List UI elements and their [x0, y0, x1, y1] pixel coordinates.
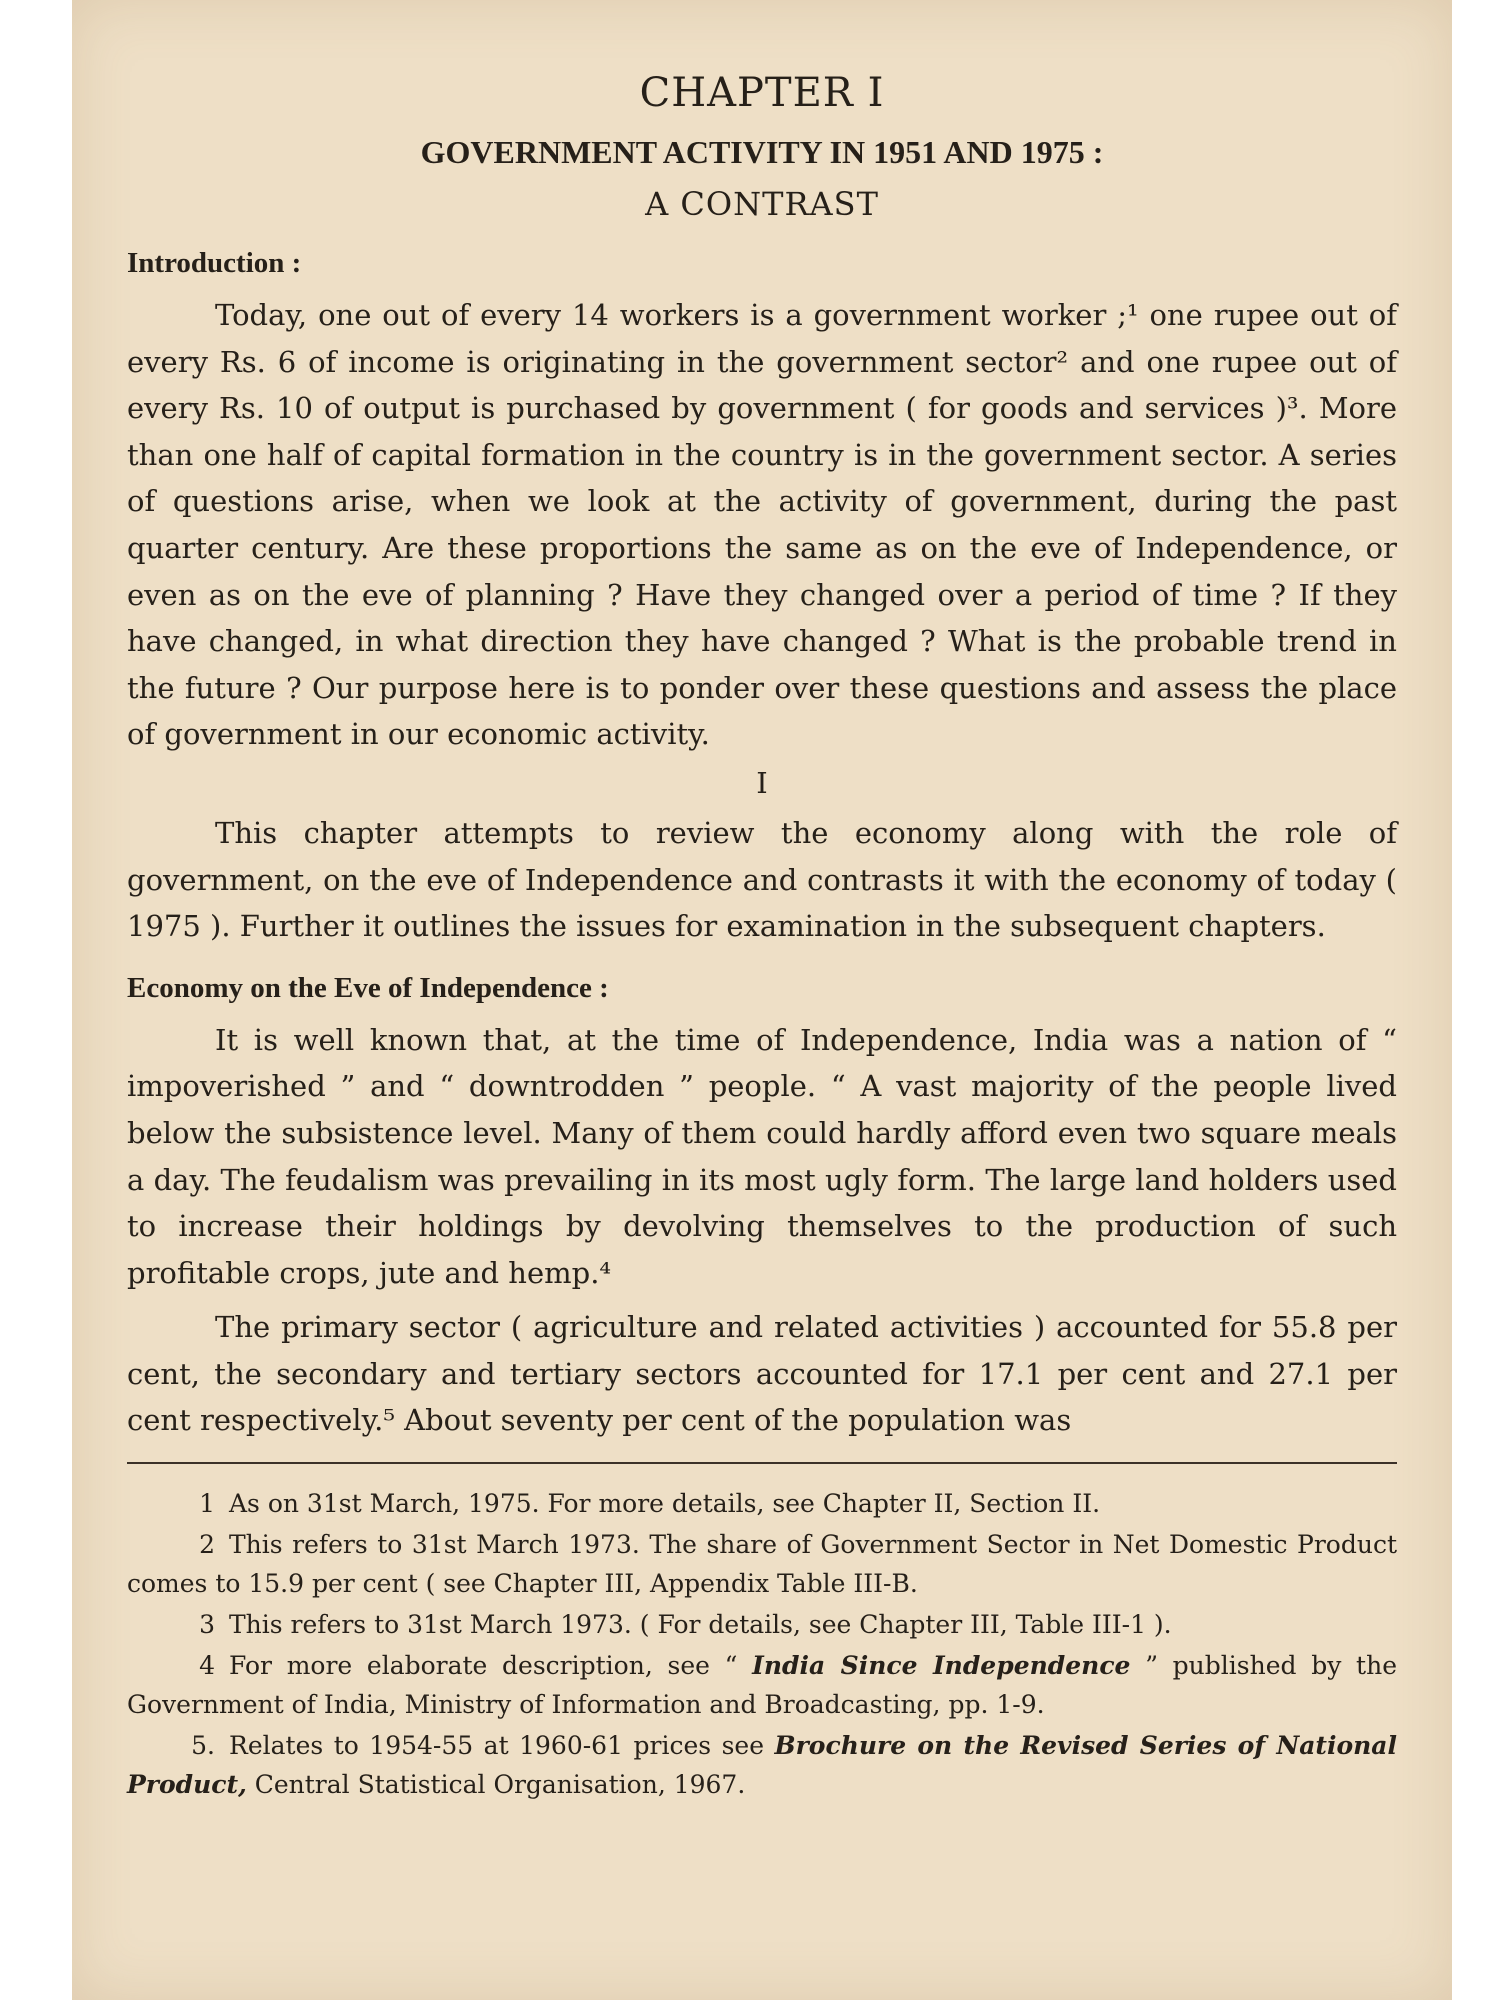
section-number: I: [756, 765, 768, 800]
intro-heading: Introduction :: [127, 247, 302, 279]
primary-paragraph: The primary sector ( agriculture and related activities ) accounted for 55.8 per cent, the secondary and tertiary sectors accounted for 17.1 per cent and 27.1 per cent respectively.⁵ About seventy per cent of the population was: [127, 1310, 1397, 1438]
book-page: [72, 0, 1452, 2000]
footnote-text-before: For more elaborate description, see “: [229, 1651, 738, 1681]
footnote-text-before: Relates to 1954-55 at 1960-61 prices see: [229, 1731, 764, 1761]
footnote-italic-title: India Since Independence: [752, 1651, 1131, 1681]
footnote-4: [127, 1646, 1397, 1724]
footnote-number: 2: [199, 1530, 215, 1560]
footnote-number: 1: [199, 1489, 215, 1519]
page-content: [127, 70, 1397, 1806]
footnote-divider: [127, 1462, 1397, 1464]
footnote-2: [127, 1525, 1397, 1603]
footnote-1: [127, 1484, 1397, 1523]
intro-paragraph: Today, one out of every 14 workers is a government worker ;¹ one rupee out of every Rs. 6 of income is originating in the government sector² and one rupee out of every Rs. 10 of output is purchased by government ( for goods and services )³. More than one half of capital formation in the country is in the government sector. A series of questions arise, when we look at the activity of government, during the past quarter century. Are these proportions the same as on the eve of Independence, or even as on the eve of planning ? Have they changed over a period of time ? If they have changed, in what direction they have changed ? What is the probable trend in the future ? Our purpose here is to ponder over these questions and assess the place of government in our economic activity.: [127, 298, 1397, 752]
eve-heading: Economy on the Eve of Independence :: [127, 971, 609, 1004]
footnotes: [127, 1484, 1397, 1804]
footnote-text: As on 31st March, 1975. For more details, see Chapter II, Section II.: [229, 1489, 1101, 1519]
footnote-3: [127, 1605, 1397, 1644]
footnote-text-after: Central Statistical Organisation, 1967.: [254, 1770, 746, 1800]
eve-paragraph: It is well known that, at the time of Independence, India was a nation of “ impoverished ” and “ downtrodden ” people. “ A vast majority of the people lived below the subsistence level. Many of them could hardly afford even two square meals a day. The feudalism was prevailing in its most ugly form. The large land holders used to increase their holdings by devolving themselves to the production of such profitable crops, jute and hemp.⁴: [127, 1022, 1397, 1290]
footnote-number: 4: [199, 1651, 215, 1681]
footnote-number: 3: [199, 1610, 215, 1640]
chapter-subtitle: A CONTRAST: [645, 185, 879, 223]
section-paragraph: This chapter attempts to review the economy along with the role of government, on the eve of Independence and contrasts it with the economy of today ( 1975 ). Further it outlines the issues for examination in the subsequent chapters.: [127, 815, 1397, 944]
chapter-label: CHAPTER I: [639, 70, 885, 116]
footnote-text: This refers to 31st March 1973. ( For details, see Chapter III, Table III-1 ).: [229, 1610, 1172, 1640]
footnote-text: This refers to 31st March 1973. The share of Government Sector in Net Domestic Product comes to 15.9 per cent ( see Chapter III, Appendix Table III-B.: [127, 1530, 1397, 1599]
chapter-title: GOVERNMENT ACTIVITY IN 1951 AND 1975 :: [420, 134, 1104, 170]
footnote-text-after: ” published by the Government of India, Ministry of Information and Broadcasting, pp. 1-9.: [127, 1651, 1397, 1720]
footnote-number: 5.: [191, 1731, 215, 1761]
footnote-italic-title: Brochure on the Revised Series of National Product,: [127, 1731, 1397, 1800]
footnote-5: [127, 1726, 1397, 1804]
